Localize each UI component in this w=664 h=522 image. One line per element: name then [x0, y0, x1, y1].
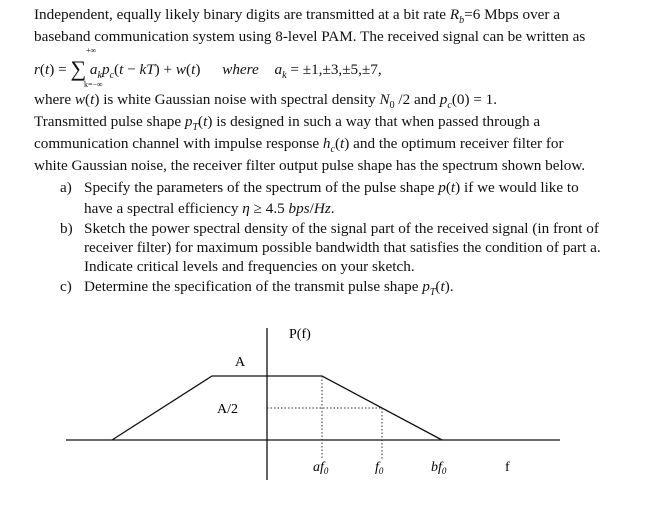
level-a-half-label: A/2	[217, 402, 238, 417]
part-c-label: c)	[60, 278, 72, 295]
part-b-line-1: Sketch the power spectral density of the signal part of the received signal (in front of	[84, 220, 599, 237]
intro-line-2: baseband communication system using 8-level PAM. The received signal can be written as	[34, 28, 586, 45]
summation-symbol: ∑	[70, 56, 87, 81]
eq-where: where	[222, 61, 259, 78]
noise-line: where w(t) is white Gaussian noise with spectral density $N_0$ /2 and $p_c(0) = 1$.	[34, 91, 498, 112]
sum-lower-limit: k=−∞	[84, 80, 103, 89]
tick-f0: $f_0$	[375, 460, 384, 476]
part-a-label: a)	[60, 179, 72, 196]
pulse-line-1: Transmitted pulse shape $p_T(t)$ is designed in such a way that when passed through a	[34, 113, 541, 134]
level-a-label: A	[235, 355, 246, 370]
part-b-line-3: Indicate critical levels and frequencies on your sketch.	[84, 258, 415, 275]
eq-body: $a_kp_c(t - kT) + w(t)$	[89, 61, 201, 82]
spectrum-curve	[112, 376, 442, 440]
part-a-line-2: have a spectral efficiency η ≥ 4.5 bps/Hz.	[84, 200, 335, 217]
pulse-line-2: communication channel with impulse response $h_c(t)$ and the optimum receiver filter for	[34, 135, 564, 156]
part-b-line-2: receiver filter) for maximum possible bandwidth that satisfies the condition of part a.	[84, 239, 601, 256]
eq-values: $a_k = \pm 1,\pm 3,\pm 5,\pm 7$,	[274, 61, 382, 82]
part-c-line-1: Determine the specification of the transmit pulse shape $p_T(t)$.	[84, 278, 454, 299]
part-a-line-1: Specify the parameters of the spectrum of the pulse shape p(t) if we would like to	[84, 179, 579, 196]
part-b-label: b)	[60, 220, 73, 237]
pulse-line-3: white Gaussian noise, the receiver filter output pulse shape has the spectrum shown below.	[34, 157, 586, 174]
intro-line-1: Independent, equally likely binary digits are transmitted at a bit rate $R_b=6$ Mbps over a	[34, 6, 561, 27]
tick-af0: $af_0$	[313, 460, 329, 476]
sum-upper-limit: +∞	[86, 46, 97, 55]
graph-title: P(f)	[289, 327, 311, 342]
tick-bf0: $bf_0$	[431, 460, 447, 476]
eq-lhs: r(t) =	[34, 61, 71, 78]
tick-f: f	[505, 460, 510, 475]
